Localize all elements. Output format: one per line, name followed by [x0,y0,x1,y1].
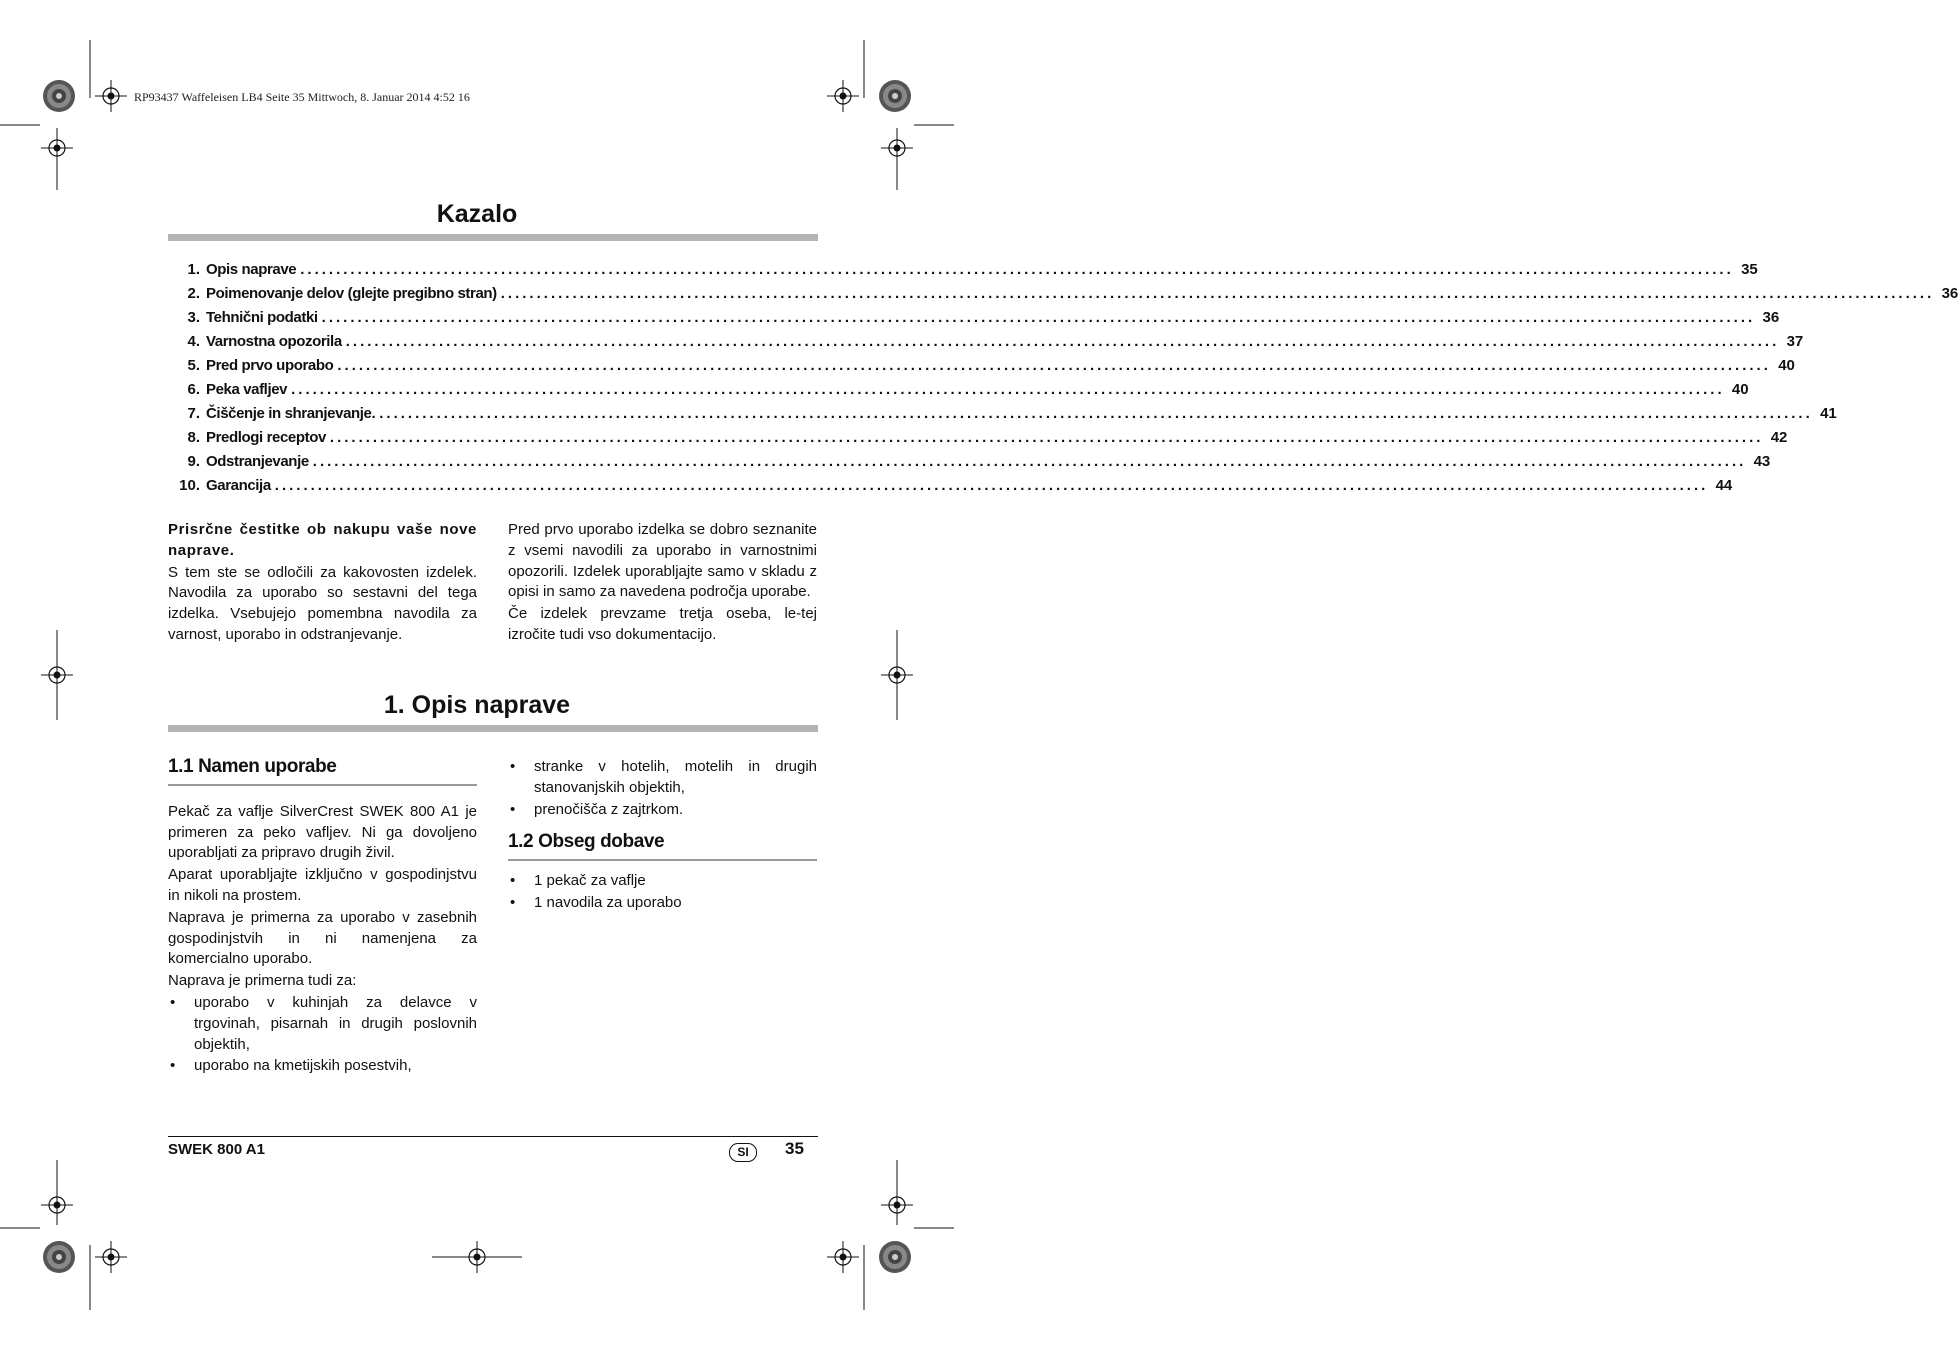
footer-model: SWEK 800 A1 [168,1141,265,1158]
toc-entry [168,304,1780,326]
toc-entry-title: Poimenovanje delov (glejte pregibno stran) [206,285,497,302]
list-item: • 1 pekač za vaflje [508,871,817,892]
toc-entry [168,472,1733,494]
list-item: • prenočišča z zajtrkom. [508,800,817,821]
section-left-column [168,757,477,1078]
print-slug-line: RP93437 Waffeleisen LB4 Seite 35 Mittwoch, 8. Januar 2014 4:52 16 [134,90,470,104]
toc-entry-title: Opis naprave [206,261,297,278]
toc-dot-leader: ........................................................................................................................................................................................................ [337,357,1771,374]
subsection-heading-1-2: 1.2 Obseg dobave [508,831,665,853]
toc-entry-number: 4. [187,333,200,350]
toc-entry-number: 5. [187,357,200,374]
toc-entry-number: 7. [187,405,200,422]
toc-entry-page: 36 [1941,285,1958,302]
intro-right-column [508,520,817,647]
subsection-rule [168,784,477,786]
subsection-rule [508,859,817,861]
toc-entry-title: Garancija [206,477,271,494]
subsection-heading-1-1: 1.1 Namen uporabe [168,756,337,777]
list-item: • 1 navodila za uporabo [508,893,817,914]
toc-entry-number: 2. [187,285,200,302]
section-right-column [508,757,817,915]
intro-left-text: S tem ste se odločili za kakovosten izdelek. Navodila za uporabo so sestavni del tega izdelka. Vsebujejo pomembna navodila za varnost, uporabo in odstranjevanje. [168,563,477,643]
toc-entry-title: Varnostna opozorila [206,333,342,350]
toc-entry-title: Peka vafljev [206,381,288,398]
toc-entry-page: 35 [1741,261,1758,278]
usage-bullet-list [168,993,477,1077]
toc-entry-page: 41 [1820,405,1837,422]
page-number: 35 [785,1139,804,1158]
toc-entry [168,448,1771,470]
toc-entry-page: 42 [1770,429,1788,446]
toc-dot-leader: ........................................................................................................................................................................................................ [312,453,1747,470]
toc-dot-leader: ........................................................................................................................................................................................................ [379,405,1813,422]
toc-entry [168,256,1758,278]
usage-paragraph-2: Aparat uporabljajte izključno v gospodinjstvu in nikoli na prostem. [168,866,477,904]
usage-bullet-list-continued [508,757,817,820]
toc-dot-leader: ........................................................................................................................................................................................................ [274,477,1709,494]
delivery-bullet-list [508,871,817,914]
toc-entry-title: Čiščenje in shranjevanje. [206,405,376,422]
toc-dot-leader: ........................................................................................................................................................................................................ [321,309,1756,326]
toc-entry-page: 36 [1762,309,1780,326]
toc-entry-page: 44 [1715,477,1733,494]
toc-entry-number: 1. [187,261,200,278]
list-item: • uporabo v kuhinjah za delavce v trgovinah, pisarnah in drugih poslovnih objektih, [168,993,477,1055]
language-badge: SI [729,1143,757,1162]
toc-dot-leader: ........................................................................................................................................................................................................ [500,285,1935,302]
toc-entry-title: Predlogi receptov [206,429,326,446]
intro-left-column [168,520,477,647]
toc-entry [168,280,1958,302]
section-heading-rule [168,725,818,732]
usage-paragraph-3: Naprava je primerna za uporabo v zasebnih gospodinjstvih in ni namenjena za komercialno uporabo. [168,908,477,968]
usage-paragraph-1: Pekač za vaflje SilverCrest SWEK 800 A1 je primeren za peko vafljev. Ni ga dovoljeno uporabljati za pripravo drugih živil. [168,802,477,862]
toc-dot-leader: ........................................................................................................................................................................................................ [345,333,1780,350]
intro-right-paragraph-2: Če izdelek prevzame tretja oseba, le-tej izročite tudi vso dokumentacijo. [508,605,817,643]
toc-entry [168,376,1749,398]
footer-rule [168,1136,818,1137]
toc-entry-number: 8. [187,429,200,446]
toc-entry-title: Tehnični podatki [206,309,318,326]
toc-entry-number: 6. [187,381,200,398]
toc-entry-number: 3. [187,309,200,326]
toc-entry [168,328,1804,350]
toc-dot-leader: ........................................................................................................................................................................................................ [329,429,1764,446]
intro-right-paragraph-1: Pred prvo uporabo izdelka se dobro seznanite z vsemi navodili za uporabo in varnostnimi opozorili. Izdelek uporabljajte samo v skladu z opisi in samo za navedena področja uporabe. [508,521,817,601]
toc-entry-page: 40 [1778,357,1795,374]
section-heading: 1. Opis naprave [383,691,571,719]
usage-paragraph-4: Naprava je primerna tudi za: [168,972,357,990]
toc-dot-leader: ........................................................................................................................................................................................................ [300,261,1734,278]
list-item: • stranke v hotelih, motelih in drugih stanovanjskih objektih, [508,757,817,799]
intro-greeting: Prisrčne čestitke ob nakupu vaše nove naprave. [168,521,477,559]
toc-heading-rule [168,234,818,241]
toc-entry-page: 43 [1753,453,1771,470]
toc-dot-leader: ........................................................................................................................................................................................................ [291,381,1725,398]
toc-heading: Kazalo [436,200,518,228]
toc-entry-number: 9. [187,453,200,470]
toc-entry [168,400,1837,422]
toc-entry [168,352,1795,374]
toc-entry [168,424,1788,446]
toc-entry-title: Pred prvo uporabo [206,357,334,374]
toc-entry-page: 40 [1731,381,1749,398]
list-item: • uporabo na kmetijskih posestvih, [168,1056,477,1077]
toc-entry-title: Odstranjevanje [206,453,309,470]
toc-entry-page: 37 [1786,333,1804,350]
toc-entry-number: 10. [179,477,200,494]
